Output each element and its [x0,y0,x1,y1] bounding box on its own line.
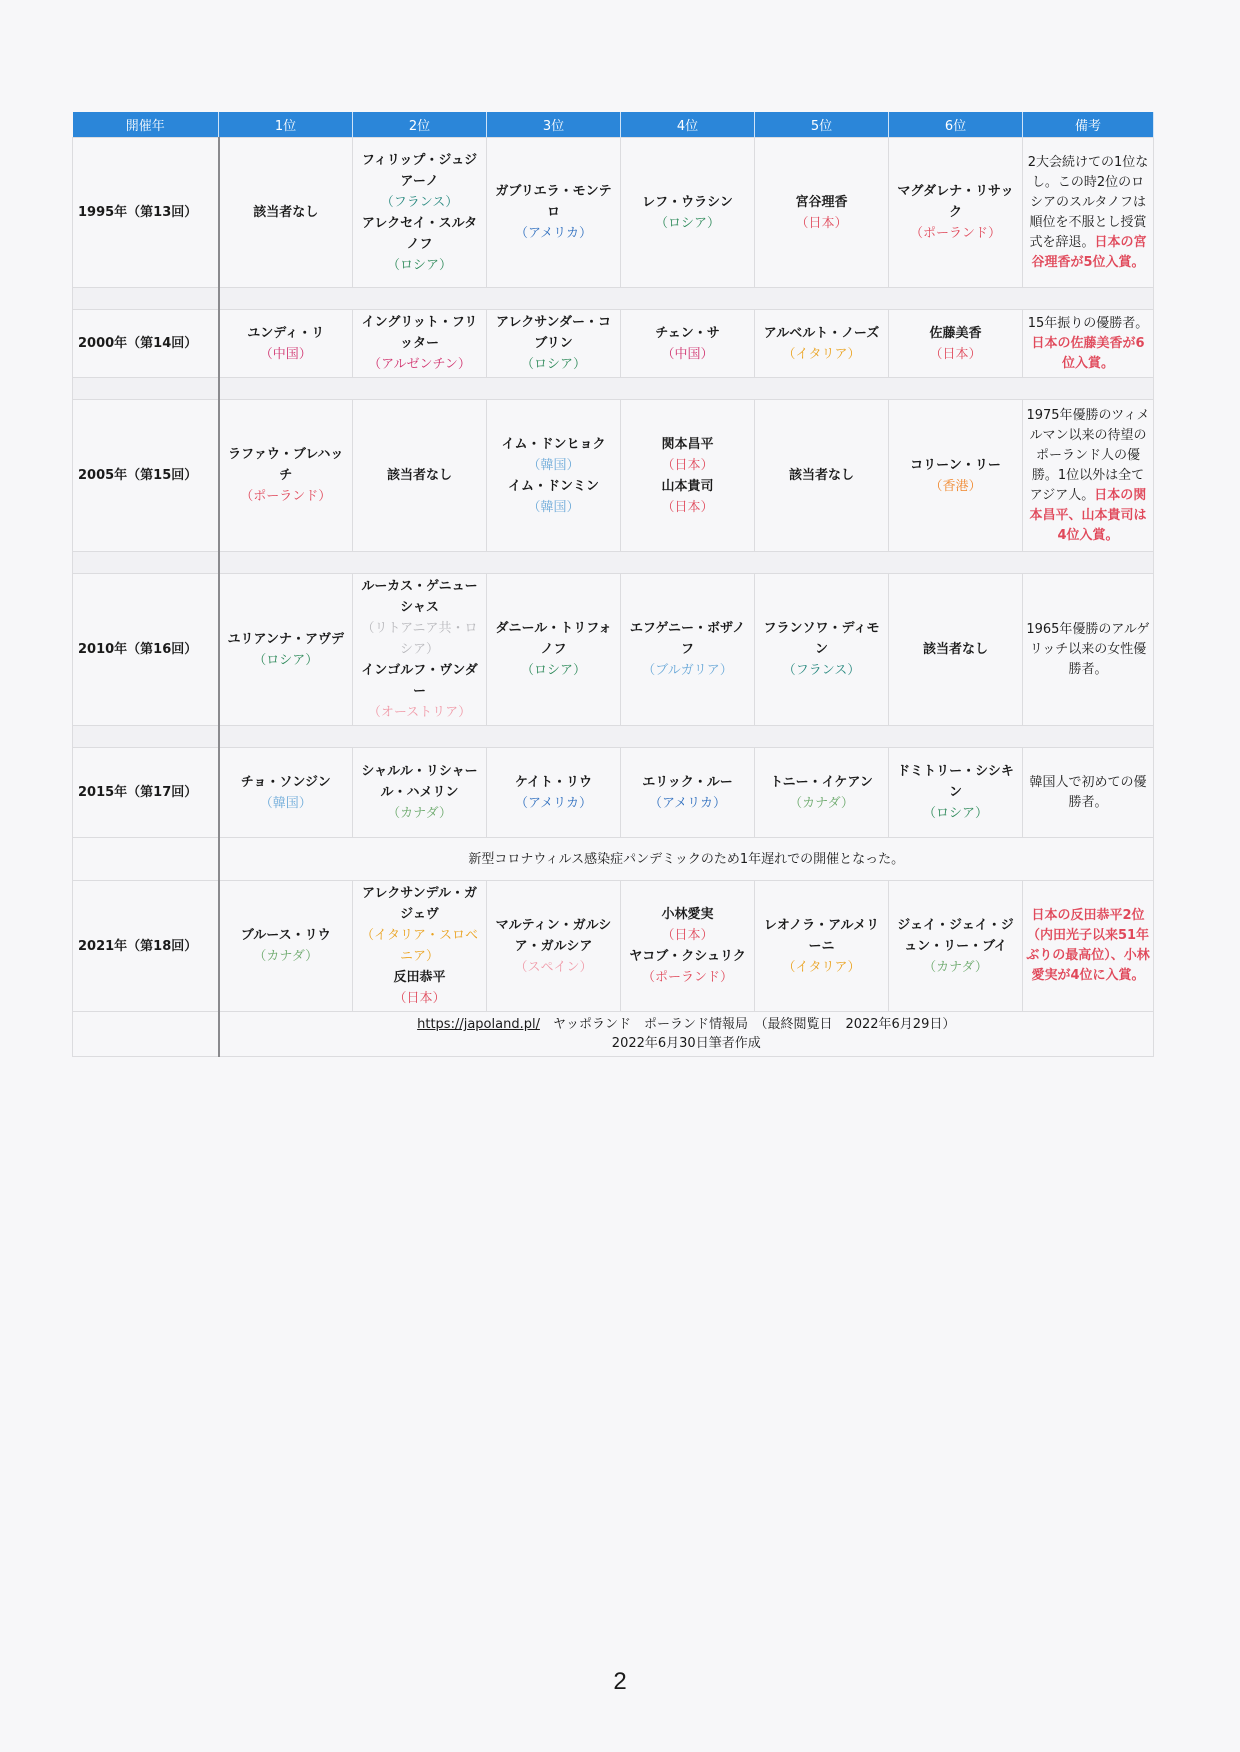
rank-3-cell [487,310,621,378]
note-text: 2大会続けての1位なし。この時2位のロシアのスルタノフは順位を不服とし授賞式を辞退。 [1027,154,1149,250]
winner-name: レフ・ウラシン [642,194,733,210]
no-winner-text: 該当者なし [253,205,319,220]
spacer-row [73,378,1154,400]
winner-country: （中国） [661,346,714,362]
winner-name: 佐藤美香 [929,325,982,341]
winner-country: （カナダ） [253,949,319,964]
year-cell: 2015年（第17回） [73,748,219,838]
winner-name: トニー・イケアン [770,774,873,790]
note-highlight: 日本の佐藤美香が6位入賞。 [1031,335,1145,371]
competition-results-table [72,112,1154,1057]
winner-name: インゴルフ・ヴンダー [361,663,478,699]
year-cell: 2010年（第16回） [73,574,219,726]
winner-country: （日本） [929,346,982,362]
rank-4-cell [621,138,755,288]
winner-name: マルティン・ガルシア・ガルシア [495,917,612,954]
rank-6-cell [889,400,1023,552]
source-cell [219,1012,1154,1057]
note-highlight: 日本の反田恭平2位（内田光子以来51年ぶりの最高位）、小林愛実が4位に入賞。 [1026,908,1150,983]
winner-country: （アメリカ） [514,795,593,811]
table-row [73,748,1154,838]
winner-country: （アメリカ） [648,795,727,811]
winner-country: （イタリア） [782,346,861,362]
winner-name: エフゲニー・ボザノフ [629,621,746,657]
winner-name: チョ・ソンジン [240,774,331,790]
header-rank-4: 4位 [621,112,755,138]
winner-country: （日本） [393,991,446,1006]
header-year: 開催年 [73,112,219,138]
rank-3-cell [487,400,621,552]
header-rank-2: 2位 [353,112,487,138]
winner-country: （中国） [259,346,312,362]
author-note: 2022年6月30日筆者作成 [611,1036,761,1051]
winner-name: シャルル・リシャール・ハメリン [361,764,478,800]
header-rank-5: 5位 [755,112,889,138]
winner-name: フランソワ・ディモン [763,621,880,657]
winner-name: ユンディ・リ [247,325,325,341]
winner-name: 反田恭平 [393,970,446,985]
winner-country: （韓国） [527,457,580,473]
notes-cell [1023,574,1154,726]
note-text: 韓国人で初めての優勝者。 [1029,774,1147,810]
note-highlight: 日本の関本昌平、山本貴司は4位入賞。 [1029,487,1147,543]
winner-country: （カナダ） [789,795,854,811]
rank-1-cell [219,881,353,1012]
note-text: 1965年優勝のアルゲリッチ以来の女性優勝者。 [1026,621,1150,677]
spacer-row [73,288,1154,310]
winner-name: ルーカス・ゲニューシャス [361,579,478,615]
winner-country: （オーストリア） [367,705,472,720]
notes-cell [1023,748,1154,838]
source-link[interactable]: https://japoland.pl/ [417,1017,540,1032]
notes-cell [1023,400,1154,552]
year-cell: 2000年（第14回） [73,310,219,378]
table-row [73,400,1154,552]
covid-note-row [73,838,1154,881]
winner-country: （アメリカ） [514,226,593,241]
note-highlight: 日本の宮谷理香が5位入賞。 [1031,234,1147,270]
header-notes: 備考 [1023,112,1154,138]
rank-6-cell [889,881,1023,1012]
header-rank-3: 3位 [487,112,621,138]
winner-country: （ロシア） [654,215,720,231]
winner-name: イングリット・フリッター [361,315,478,351]
winner-name: イム・ドンヒョク [501,436,606,452]
winner-name: ラファウ・ブレハッチ [228,447,344,483]
winner-name: ブルース・リウ [240,928,331,943]
rank-3-cell [487,138,621,288]
winner-name: マグダレナ・リサック [897,184,1014,220]
year-cell: 1995年（第13回） [73,138,219,288]
source-row [73,1012,1154,1057]
winner-name: レオノラ・アルメリーニ [763,917,880,954]
winner-country: （日本） [661,499,714,515]
winner-name: 小林愛実 [661,907,714,922]
note-text: 15年振りの優勝者。 [1027,315,1149,331]
winner-country: （ポーランド） [909,226,1001,241]
winner-name: 山本貴司 [661,478,714,494]
rank-5-cell [755,400,889,552]
notes-cell [1023,881,1154,1012]
rank-1-cell [219,748,353,838]
winner-name: 関本昌平 [661,436,714,452]
table-row [73,881,1154,1012]
rank-6-cell [889,310,1023,378]
winner-name: ガブリエラ・モンテロ [495,184,612,220]
winner-country: （イタリア・スロベニア） [360,928,478,964]
winner-country: （ポーランド） [240,489,332,504]
header-row [73,112,1154,138]
spacer-row [73,552,1154,574]
year-cell: 2005年（第15回） [73,400,219,552]
winner-name: アレクサンデル・ガジェヴ [362,886,477,922]
rank-6-cell [889,138,1023,288]
winner-country: （ロシア） [520,357,586,372]
winner-name: ケイト・リウ [514,774,593,790]
header-rank-1: 1位 [219,112,353,138]
rank-5-cell [755,748,889,838]
rank-5-cell [755,574,889,726]
rank-5-cell [755,881,889,1012]
winner-country: （ロシア） [520,663,586,678]
no-winner-text: 該当者なし [922,642,988,657]
page-number: 2 [613,1668,627,1695]
winner-name: アレクサンダー・コブリン [495,315,612,351]
rank-4-cell [621,748,755,838]
year-cell: 2021年（第18回） [73,881,219,1012]
rank-5-cell [755,138,889,288]
rank-2-cell [353,400,487,552]
rank-4-cell [621,881,755,1012]
winner-name: アルベルト・ノーズ [763,325,880,341]
winner-country: （香港） [929,478,982,494]
winner-name: ユリアンナ・アヴデ [227,631,344,647]
rank-3-cell [487,574,621,726]
winner-name: ヤコブ・クシュリク [629,949,746,964]
winner-country: （韓国） [527,499,580,515]
winner-name: アレクセイ・スルタノフ [361,215,478,252]
rank-2-cell [353,748,487,838]
rank-1-cell [219,574,353,726]
winner-country: （アルゼンチン） [368,357,471,372]
winner-country: （イタリア） [782,959,861,975]
rank-5-cell [755,310,889,378]
winner-country: （カナダ） [387,806,452,821]
winner-name: イム・ドンミン [507,478,599,494]
winner-country: （ブルガリア） [642,663,733,678]
rank-2-cell [353,574,487,726]
notes-cell [1023,310,1154,378]
winner-country: （カナダ） [923,959,988,975]
winner-name: ジェイ・ジェイ・ジュン・リー・ブイ [897,917,1014,954]
winner-country: （韓国） [259,795,312,811]
winner-name: ダニール・トリフォノフ [495,621,612,657]
covid-note: 新型コロナウィルス感染症パンデミックのため1年遅れでの開催となった。 [219,838,1154,881]
winner-name: ドミトリー・シシキン [897,764,1014,800]
winner-country: （スペイン） [514,959,593,975]
source-text: ヤッポランド ポーランド情報局 （最終閲覧日 2022年6月29日） [539,1017,956,1032]
spacer-row [73,726,1154,748]
winner-name: チェン・サ [655,325,720,341]
no-winner-text: 該当者なし [386,468,452,483]
winner-country: （ポーランド） [641,970,733,985]
table-row [73,138,1154,288]
rank-2-cell [353,138,487,288]
winner-name: 宮谷理香 [795,194,848,210]
rank-1-cell [219,310,353,378]
rank-2-cell [353,310,487,378]
rank-6-cell [889,574,1023,726]
rank-1-cell [219,400,353,552]
rank-3-cell [487,881,621,1012]
table-row [73,574,1154,726]
winner-country: （フランス） [782,663,861,678]
notes-cell [1023,138,1154,288]
rank-2-cell [353,881,487,1012]
winner-country: （ロシア） [922,806,988,821]
rank-4-cell [621,574,755,726]
winner-name: フィリップ・ジュジアーノ [361,152,478,189]
rank-4-cell [621,310,755,378]
winner-country: （フランス） [380,194,459,210]
no-winner-text: 該当者なし [788,468,854,483]
rank-4-cell [621,400,755,552]
rank-6-cell [889,748,1023,838]
winner-country: （ロシア） [253,652,319,668]
winner-country: （日本） [661,928,714,943]
header-rank-6: 6位 [889,112,1023,138]
note-text: 1975年優勝のツィメルマン以来の待望のポーランド人の優勝。1位以外は全てアジア人。 [1026,407,1150,503]
winner-country: （日本） [661,457,714,473]
winner-name: エリック・ルー [642,774,733,790]
rank-3-cell [487,748,621,838]
winner-name: コリーン・リー [910,457,1001,473]
rank-1-cell [219,138,353,288]
table-row [73,310,1154,378]
winner-country: （リトアニア共・ロシア） [361,621,478,657]
winner-country: （日本） [795,215,848,231]
winner-country: （ロシア） [386,257,452,273]
